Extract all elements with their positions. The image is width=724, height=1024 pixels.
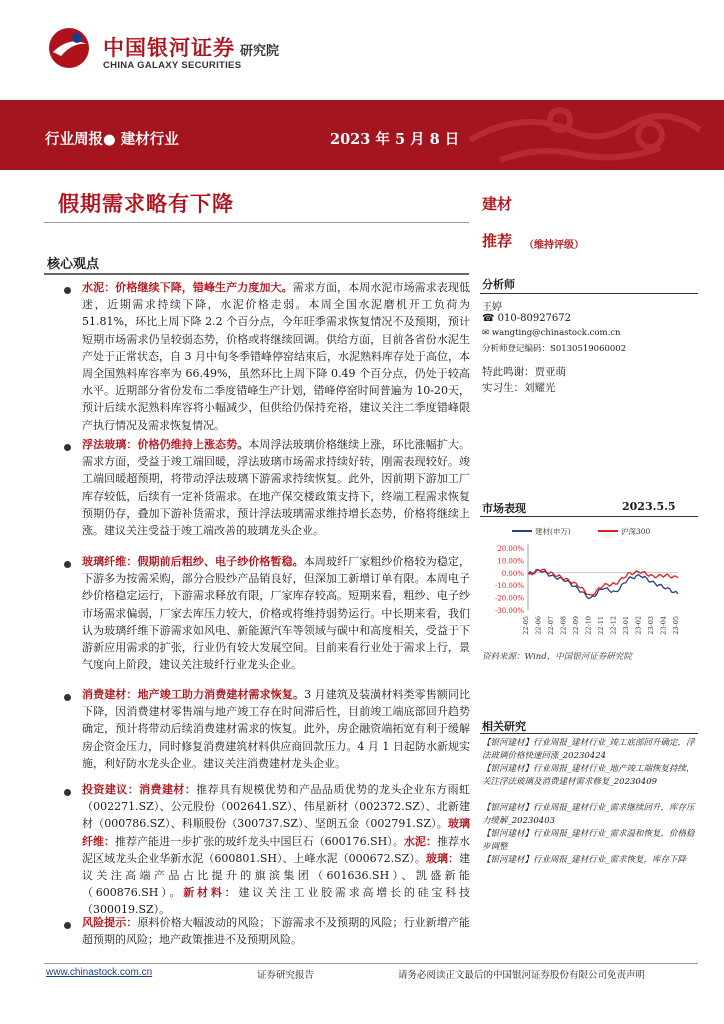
divider (480, 733, 698, 734)
footer-label: 证券研究报告 (257, 970, 315, 981)
analyst-phone (482, 313, 571, 324)
paragraph-body: 建议关注高端产品占比提升的旗滨集团（601636.SH）、凯盛新能（600876.SH）。 (82, 851, 471, 900)
paragraph-body: 建议关注工业胶需求高增长的硅宝科技（300019.SZ）。 (82, 886, 471, 917)
sector-label: 建材 (482, 195, 513, 213)
x-tick-label: 22-09 (572, 616, 580, 635)
report-date: 2023 年 5 月 8 日 (330, 131, 460, 148)
x-tick-label: 23-04 (659, 616, 668, 635)
analyst-header: 分析师 (482, 278, 515, 291)
legend-label: 建材(申万) (535, 527, 571, 536)
paragraph-float-glass (82, 436, 470, 539)
divider (44, 963, 698, 964)
paragraph-heading: 风险提示： (82, 916, 138, 929)
report-title: 假期需求略有下降 (58, 191, 234, 216)
related-item[interactable]: 【银河建材】行业周报_建材行业_需求恢复，库存下降 (482, 855, 687, 865)
email-icon: ✉ (482, 328, 492, 338)
paragraph-heading: 浮法玻璃：价格仍维持上涨态势。 (82, 438, 249, 451)
paragraph-risk (82, 914, 470, 948)
bullet-icon (64, 789, 71, 796)
analyst-cert: 分析师登记编码：S0130519060002 (482, 344, 627, 354)
paragraph-body: 本周玻纤厂家粗纱价格较为稳定，下游多为按需采购，部分合股纱产品销良好，但深加工新增订单有限。本周电子纱价格稳定运行，下游需求释放有限，厂家库存较高。短期来看，粗纱、电子纱市场需求偏弱，厂家去库压力较大，价格或将维持弱势运行。中长期来看，我们认为玻璃纤维下游需求如风电、新能源汽车等领域与碳中和高度相关，受益于下游新应用需求的扩张，行业仍有较大发展空间。目前来看行业处于需求上行，景气度向上阶段，建议关注玻纤行业龙头企业。 (82, 555, 470, 672)
bullet-icon (64, 922, 71, 929)
paragraph-subheading: 新材料： (183, 886, 239, 900)
market-header: 市场表现 (482, 502, 526, 515)
market-chart (482, 518, 696, 650)
x-tick-label: 22-06 (534, 616, 543, 635)
section-header: 核心观点 (47, 257, 100, 272)
related-header: 相关研究 (482, 720, 526, 733)
x-tick-label: 23-02 (634, 616, 643, 635)
y-tick-label: -20.00% (494, 594, 524, 603)
brand-name-en: CHINA GALAXY SECURITIES (103, 60, 242, 71)
paragraph-investment (82, 781, 470, 919)
paragraph-body: 推荐产能进一步扩张的玻纤龙头中国巨石（600176.SH）。 (115, 834, 404, 848)
paragraph-body: 本周浮法玻璃价格继续上涨，环比涨幅扩大。需求方面，受益于竣工端回暖，浮法玻璃市场需求持续好转，刚需表现较好。竣工端回暖超预期，将带动浮法玻璃下游需求持续恢复。此外，因前期下游加工厂库存较低，后续有一定补货需求。在地产保交楼政策支持下，终端工程需求恢复预期仍存，叠加下游补货需求，预计浮法玻璃需求维持增长态势，价格将继续上涨。建议关注受益于竣工端改善的玻璃龙头企业。 (82, 438, 471, 538)
x-tick-label: 23-01 (622, 616, 630, 635)
divider (480, 293, 698, 294)
chart-source: 资料来源：Wind，中国银河证券研究院 (482, 652, 632, 662)
paragraph-body: 原料价格大幅波动的风险；下游需求不及预期的风险；行业新增产能超预期的风险；地产政策推进不及预期风险。 (82, 916, 471, 947)
bullet-icon (64, 444, 71, 451)
related-item[interactable]: 【银河建材】行业周报_建材行业_竣工底部回升确定，浮法玻璃价格快速回涨_20230424 (482, 738, 695, 761)
x-tick-label: 22-07 (547, 616, 555, 635)
y-tick-label: 10.00% (497, 557, 524, 566)
bullet-icon (64, 287, 71, 294)
paragraph-body: 推荐具有规模优势和产品品质优势的龙头企业东方雨虹（002271.SZ）、公元股份（002641.SZ）、伟星新材（002372.SZ）、北新建材（000786.SZ）、科顺股份（300737.SZ）、坚朗五金（002791.SZ）。 (82, 783, 471, 831)
report-type: 行业周报● 建材行业 (45, 131, 179, 148)
x-tick-label: 22-11 (597, 616, 605, 635)
legend-label: 沪深300 (621, 527, 651, 536)
series-line-csi300 (528, 569, 678, 595)
x-tick-label: 23-05 (672, 616, 680, 635)
phone-icon: ☎ (482, 313, 498, 324)
bullet-icon (64, 561, 71, 568)
divider (44, 273, 469, 275)
paragraph-body: 推荐水泥区域龙头企业华新水泥（600801.SH）、上峰水泥（000672.SZ）。 (82, 834, 471, 865)
paragraph-fiberglass (82, 553, 470, 673)
divider (44, 222, 469, 223)
email-address[interactable]: wangting@chinastock.com.cn (491, 328, 621, 338)
paragraph-subheading: 玻璃： (425, 851, 460, 865)
y-tick-label: 0.00% (501, 569, 524, 578)
y-tick-label: -10.00% (494, 582, 524, 591)
analyst-email[interactable] (482, 328, 621, 338)
x-tick-label: 22-05 (522, 616, 530, 635)
paragraph-body: 3 月建筑及装潢材料类零售额同比下降，因消费建材零售端与地产竣工存在时间滞后性，目前竣工端底部回升趋势确定，预计将带动后续消费建材需求的恢复。此外，房企融资端拓宽有利于缓解房企资金压力，同时修复消费建筑材料供应商回款压力。4 月 1 日起防水新规实施，利好防水龙头企业。建议关注消费建材龙头企业。 (82, 688, 470, 770)
website-link[interactable]: www.chinastock.com.cn (46, 967, 153, 978)
thanks-note: 特此鸣谢：贾亚萌 (482, 366, 566, 378)
related-item[interactable]: 【银河建材】行业周报_建材行业_需求温和恢复，价格稳步调整 (482, 829, 695, 852)
phone-number: 010-80927672 (497, 313, 572, 324)
institute-name: 研究院 (240, 44, 280, 59)
paragraph-cement (82, 279, 470, 434)
divider (480, 516, 698, 517)
paragraph-subheading: 水泥： (403, 834, 437, 848)
paragraph-heading: 玻璃纤维：假期前后粗纱、电子纱价格暂稳。 (82, 555, 304, 568)
bullet-icon (64, 694, 71, 701)
related-item[interactable]: 【银河建材】行业周报_建材行业_需求继续回升，库存压力缓解_20230403 (482, 803, 695, 826)
paragraph-body: 需求方面，本周水泥市场需求表现低迷，近期需求持续下降，水泥价格走弱。本周全国水泥磨机开工负荷为 51.81%，环比上周下降 2.2 个百分点，今年旺季需求恢复情况不及预期，预计短期市场需求仍呈较弱态势，价格或将继续回调。供给方面，目前各省份水泥生产处于正常状态，自 3 月中旬冬季错峰停窑结束后，水泥熟料库存处于高位，本周全国熟料库容率为 66.49%，虽然环比上周下降 0.49 个百分点，仍处于较高水平。近期部分省份发布二季度错峰生产计划，错峰停窑时间普遍为 10-20天，预计后续水泥熟料库容将小幅减少，但供给仍保持充裕，建议关注二季度错峰限产执行情况及需求恢复情况。 (82, 281, 471, 432)
rating-label: 推荐 (482, 232, 513, 250)
analyst-name: 王婷 (482, 302, 502, 313)
series-line-building-materials (528, 570, 678, 599)
x-tick-label: 22-10 (584, 616, 593, 635)
paragraph-heading: 水泥：价格继续下降，错峰生产力度加大。 (82, 281, 293, 294)
paragraph-subheading: 玻璃纤维： (82, 817, 471, 848)
x-tick-label: 22-12 (609, 616, 618, 635)
market-date: 2023.5.5 (622, 500, 676, 513)
rating-note: （维持评级） (524, 240, 584, 251)
related-item[interactable]: 【银河建材】行业周报_建材行业_地产竣工端恢复持续，关注浮法玻璃及消费建材需求修复_20230409 (482, 764, 695, 787)
galaxy-logo-icon (47, 26, 91, 70)
y-tick-label: -30.00% (494, 607, 524, 615)
disclaimer-note: 请务必阅读正文最后的中国银河证券股份有限公司免责声明 (398, 970, 646, 981)
paragraph-heading: 消费建材：地产竣工助力消费建材需求恢复。 (82, 688, 305, 701)
brand-name-cn: 中国银河证券 (103, 36, 235, 60)
x-tick-label: 23-03 (647, 616, 655, 635)
y-tick-label: 20.00% (497, 545, 524, 553)
x-tick-label: 22-08 (559, 616, 568, 635)
paragraph-heading: 投资建议：消费建材： (82, 783, 197, 796)
intern-note: 实习生：刘耀光 (482, 382, 556, 394)
paragraph-consumer-building (82, 686, 470, 772)
